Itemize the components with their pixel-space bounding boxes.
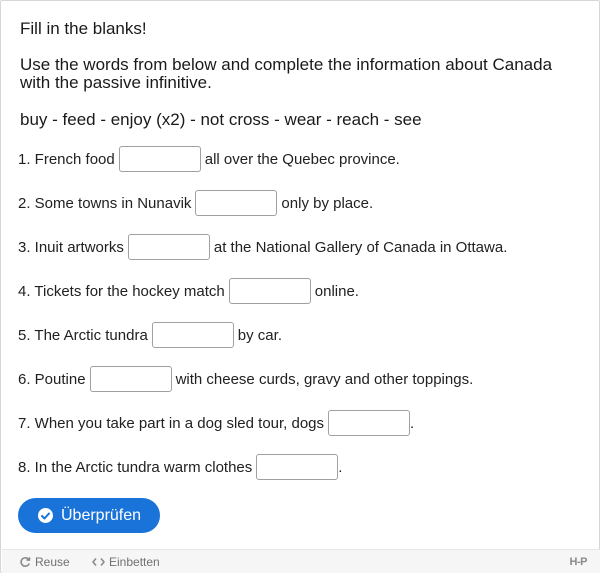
question-text-after: . — [338, 458, 343, 476]
question-text-before: 6. Poutine — [18, 370, 86, 388]
question-text-after: . — [410, 414, 415, 432]
question-6 — [18, 366, 473, 392]
blank-input-7[interactable] — [328, 410, 410, 436]
question-4 — [18, 278, 359, 304]
blank-input-2[interactable] — [195, 190, 277, 216]
question-7 — [18, 410, 414, 436]
embed-button[interactable] — [92, 555, 160, 569]
task-instructions: Use the words from below and complete the information about Canada with the passive infinitive. — [20, 55, 553, 92]
blank-input-6[interactable] — [90, 366, 172, 392]
embed-code-icon — [92, 557, 105, 567]
question-text-after: with cheese curds, gravy and other toppings. — [175, 370, 474, 388]
h5p-footer — [2, 549, 600, 573]
question-text-before: 5. The Arctic tundra — [18, 326, 148, 344]
question-text-before: 7. When you take part in a dog sled tour, dogs — [18, 414, 325, 432]
h5p-logo[interactable]: H-P — [569, 556, 587, 568]
question-text-before: 3. Inuit artworks — [18, 238, 124, 256]
blank-input-3[interactable] — [128, 234, 210, 260]
question-text-after: online. — [314, 282, 359, 300]
reuse-button[interactable] — [19, 555, 70, 569]
question-3 — [18, 234, 507, 260]
word-bank: buy - feed - enjoy (x2) - not cross - wear - reach - see — [20, 110, 422, 129]
question-text-after: by car. — [237, 326, 282, 344]
blank-input-4[interactable] — [229, 278, 311, 304]
question-text-before: 2. Some towns in Nunavik — [18, 194, 192, 212]
reuse-icon — [19, 556, 31, 568]
question-5 — [18, 322, 282, 348]
question-1 — [18, 146, 400, 172]
question-text-before: 8. In the Arctic tundra warm clothes — [18, 458, 253, 476]
question-2 — [18, 190, 373, 216]
blank-input-8[interactable] — [256, 454, 338, 480]
check-answers-button[interactable] — [18, 498, 160, 533]
question-text-after: at the National Gallery of Canada in Ottawa. — [213, 238, 508, 256]
check-circle-icon — [38, 508, 53, 523]
reuse-label: Reuse — [35, 555, 70, 569]
task-title: Fill in the blanks! — [20, 19, 147, 38]
blank-input-5[interactable] — [152, 322, 234, 348]
question-text-before: 4. Tickets for the hockey match — [18, 282, 225, 300]
task-content — [1, 1, 599, 548]
question-text-before: 1. French food — [18, 150, 115, 168]
blank-input-1[interactable] — [119, 146, 201, 172]
question-8 — [18, 454, 342, 480]
question-text-after: all over the Quebec province. — [204, 150, 400, 168]
check-answers-label: Überprüfen — [61, 506, 142, 524]
question-text-after: only by place. — [281, 194, 374, 212]
embed-label: Einbetten — [109, 555, 160, 569]
